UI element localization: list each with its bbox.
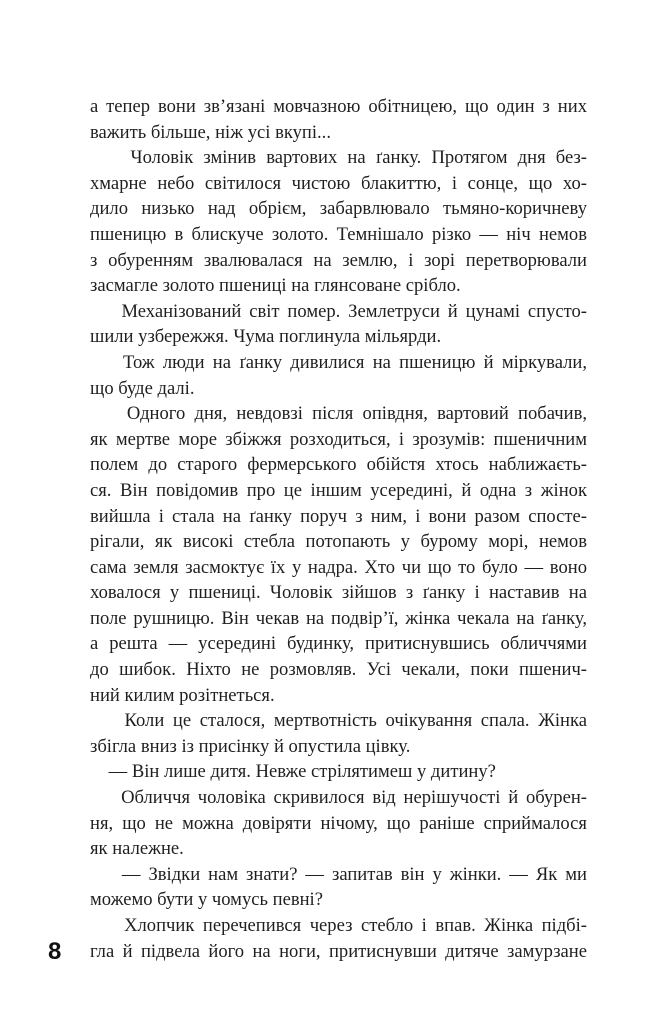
text-line: з обуренням звалювалася на землю, і зорі перетворювали (90, 249, 587, 271)
text-line: шили узбережжя. Чума поглинула мільярди. (90, 326, 442, 348)
text-line: як належне. (90, 838, 184, 860)
text-line: пшеницю в блискуче золото. Темнішало різко — ніч немов (90, 223, 587, 245)
text-line: Чоловік змінив вартових на ґанку. Протягом дня без- (90, 147, 587, 169)
text-line: ся. Він повідомив про це іншим усередині, й одна з жінок (90, 479, 587, 501)
text-line: як мертве море збіжжя розходиться, і зрозумів: пшеничним (90, 428, 587, 450)
text-line: вийшла і стала на ґанку поруч з ним, і вони разом спостe- (90, 505, 587, 527)
text-line: сама земля засмоктує їх у надра. Хто чи що то було — воно (90, 556, 587, 578)
text-line: дило низько над обрієм, забарвлювало тьмяно-коричневу (90, 198, 587, 220)
text-line: Обличчя чоловіка скривилося від нерішучості й обурен- (90, 787, 587, 809)
text-line: — Він лише дитя. Невже стрілятимеш у дитину? (90, 761, 496, 783)
text-line: до шибок. Ніхто не розмовляв. Усі чекали, поки пшенич- (90, 659, 587, 681)
text-line: засмагле золото пшениці на глянсоване срібло. (90, 275, 461, 297)
text-line: Коли це сталося, мертвотність очікування спала. Жінка (90, 710, 587, 732)
text-line: ня, що не можна довіряти нічому, що раніше сприймалося (90, 812, 587, 834)
text-line: важить більше, ніж усі вкупі... (90, 121, 331, 143)
text-line: рігали, як високі стебла потопають у бурому морі, немов (90, 531, 587, 553)
body-text (90, 94, 587, 964)
text-line: Хлопчик перечепився через стебло і впав. Жінка підбі- (90, 915, 587, 936)
text-line: гла й підвела його на ноги, притиснувши дитяче замурзане (90, 940, 587, 962)
text-line: полем до старого фермерського обійстя хтось наближаєть- (90, 454, 587, 476)
text-line: Одного дня, невдовзі після опівдня, вартовий побачив, (90, 403, 587, 425)
text-line: поле рушницю. Він чекав на подвір’ї, жінка чекала на ґанку, (90, 607, 587, 629)
text-line: — Звідки нам знати? — запитав він у жінки. — Як ми (90, 863, 587, 885)
text-line: збігла вниз із присінку й опустила цівку. (90, 735, 411, 757)
text-line: що буде далі. (90, 377, 195, 399)
text-line: Тож люди на ґанку дивилися на пшеницю й міркували, (90, 351, 587, 373)
text-line: а тепер вони зв’язані мовчазною обітницею, що один з них (90, 96, 587, 117)
page-number: 8 (48, 938, 62, 965)
text-line: а решта — усередині будинку, притиснувшись обличчями (90, 633, 587, 655)
text-line: можемо бути у чомусь певні? (90, 889, 323, 911)
text-line: хмарне небо світилося чистою блакиттю, і сонце, що хо- (90, 172, 587, 194)
text-line: ховалося у пшениці. Чоловік зійшов з ґанку і наставив на (90, 582, 587, 604)
text-line: Механізований світ помер. Землетруси й цунамі спусто- (90, 300, 587, 322)
text-line: ний килим розітнеться. (90, 684, 275, 706)
